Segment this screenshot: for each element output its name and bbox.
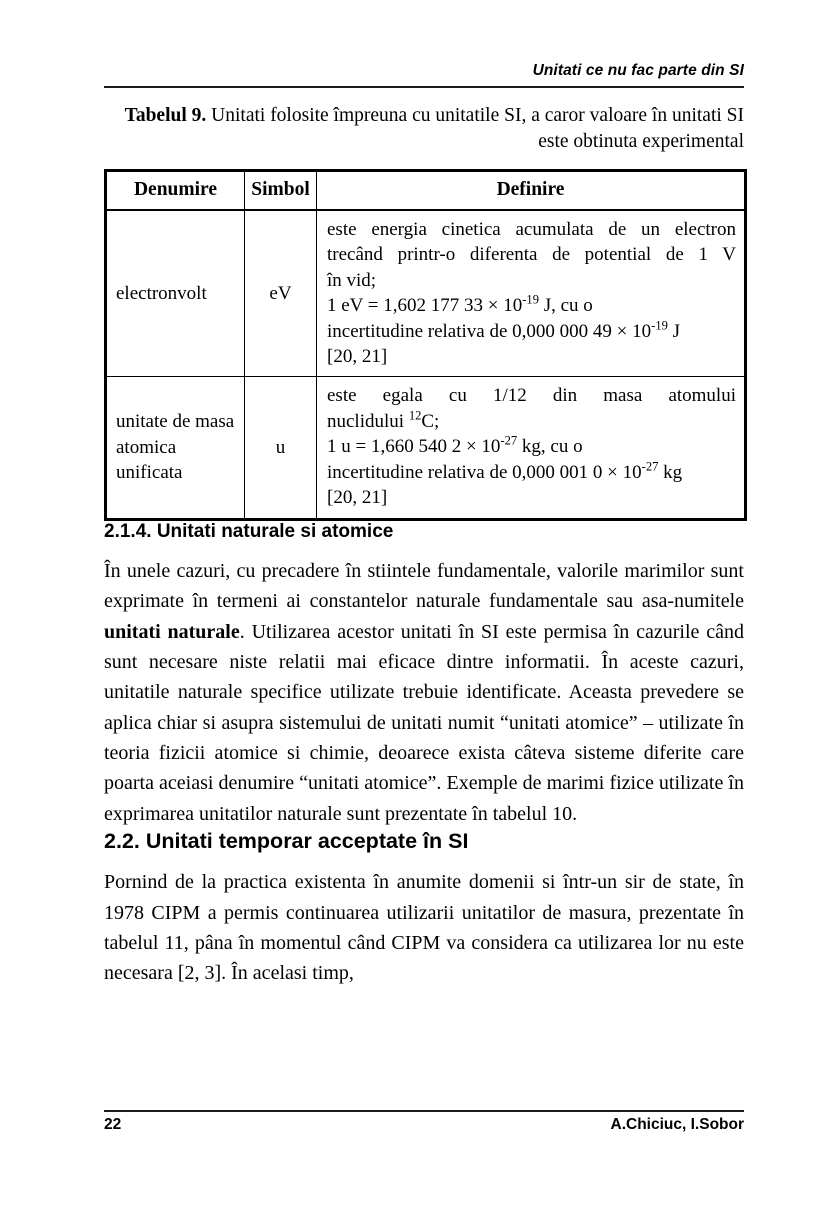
section-paragraph-2-1-4 [104, 556, 744, 830]
table-body [106, 210, 746, 519]
section-heading-2-2: 2.2. Unitati temporar acceptate în SI [104, 829, 469, 854]
table-row [106, 377, 746, 519]
footer-authors: A.Chiciuc, I.Sobor [610, 1116, 744, 1133]
page-content [104, 0, 744, 989]
definition-reference: [20, 21] [327, 346, 388, 368]
table-header [106, 170, 746, 210]
definition-text: J [667, 320, 681, 342]
definition-text: incertitudine relativa de 0,000 000 49 × 10 [327, 320, 652, 342]
table-caption-label: Tabelul 9. [124, 104, 207, 126]
page-number: 22 [104, 1116, 122, 1133]
definition-text: incertitudine relativa de 0,000 001 0 × 10 [327, 461, 642, 483]
running-header [104, 0, 744, 81]
definition-line [327, 409, 736, 434]
definition-text: kg [658, 461, 683, 483]
paragraph-text: În unele cazuri, cu precadere în stiintele fundamentale, valorile marimilor sunt exprimate în termeni ai constantelor naturale fundamentale sau asa-numitele [104, 559, 744, 613]
page-footer [104, 1110, 744, 1134]
cell-unit-name: electronvolt [106, 210, 245, 377]
cell-unit-name: unitate de masa atomica unificata [106, 377, 245, 519]
paragraph-text: . Utilizarea acestor unitati în SI este permisa în cazurile când sunt necesare niste relatii mai eficace dintre informatii. În aceste cazuri, unitatile naturale specifice utilizate trebuie identificate. Aceasta prevedere se aplica chiar si asupra sistemului de unitati numit “unitati atomice” – utilizate în teoria fizicii atomice si chimie, deoarece exista câteva sisteme diferite care poarta aceiasi denumire “unitati atomice”. Exemple de marimi fizice utilizate în exprimarea unitatilor naturale sunt prezentate în tabelul 10. [104, 620, 744, 825]
definition-line [327, 293, 736, 318]
mass-number: 12 [408, 408, 422, 423]
emphasis-unitati-naturale: unitati naturale [104, 620, 240, 643]
units-table [104, 169, 747, 521]
definition-text: 1 u = 1,660 540 2 × 10 [327, 436, 501, 458]
column-header-simbol: Simbol [245, 170, 317, 210]
definition-line [327, 434, 736, 459]
column-header-denumire: Denumire [106, 170, 245, 210]
definition-line: este energia cinetica acumulata de un electron trecând printr-o diferenta de potential de 1 V [327, 218, 736, 266]
definition-text: kg, cu o [517, 436, 583, 458]
section-heading-2-1-4: 2.1.4. Unitati naturale si atomice [104, 520, 394, 542]
definition-reference: [20, 21] [327, 487, 388, 509]
table-caption [104, 103, 744, 156]
cell-unit-symbol: u [245, 377, 317, 519]
column-header-definire: Definire [317, 170, 746, 210]
definition-text: 1 eV = 1,602 177 33 × 10 [327, 295, 523, 317]
exponent: -27 [641, 459, 659, 474]
table-caption-text: Unitati folosite împreuna cu unitatile SI, a caror valoare în unitati SI este obtinuta experimental [206, 104, 744, 153]
definition-text: C; [421, 410, 440, 432]
header-divider [104, 86, 744, 88]
definition-line [327, 319, 736, 344]
cell-unit-symbol: eV [245, 210, 317, 377]
definition-line: este egala cu 1/12 din masa atomului [327, 385, 736, 407]
cell-unit-definition [317, 210, 746, 377]
cell-unit-definition [317, 377, 746, 519]
exponent: -19 [651, 318, 668, 333]
definition-text: nuclidului [327, 410, 409, 432]
definition-text: J, cu o [538, 295, 593, 317]
running-header-title: Unitati ce nu fac parte din SI [532, 62, 744, 79]
exponent: -19 [522, 292, 539, 307]
table-row [106, 210, 746, 377]
table-header-row [106, 170, 746, 210]
section-paragraph-2-2: Pornind de la practica existenta în anumite domenii si într-un sir de state, în 1978 CIPM a permis continuarea utilizarii unitatilor de masura, prezentate în tabelul 11, pâna în momentul când CIPM va considera ca utilizarea lor nu este necesara [2, 3]. În acelasi timp, [104, 871, 744, 985]
definition-line [327, 460, 736, 485]
exponent: -27 [500, 434, 518, 449]
definition-line: în vid; [327, 269, 377, 291]
